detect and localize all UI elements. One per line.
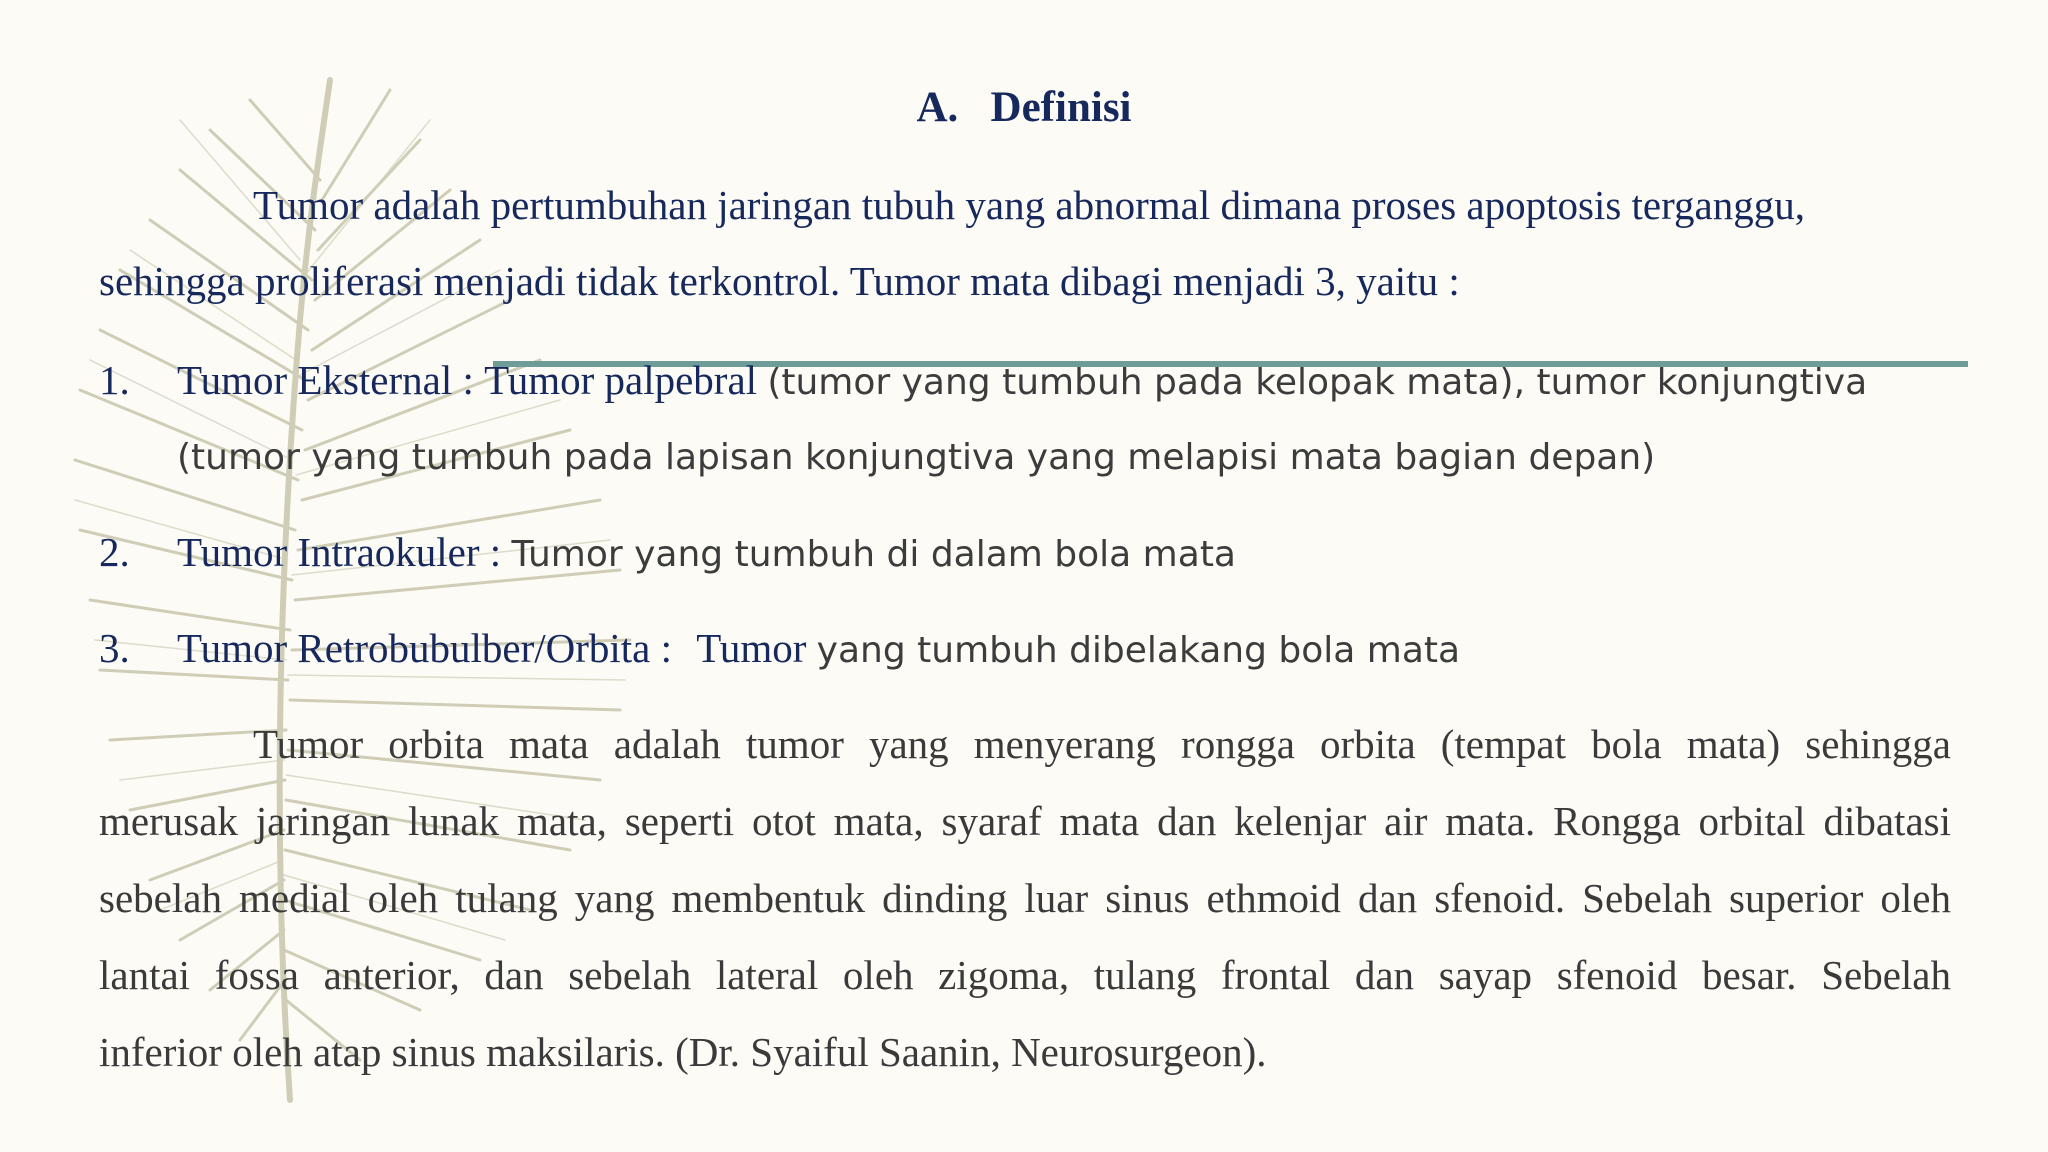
intro-line-2: sehingga proliferasi menjadi tidak terkontrol. Tumor mata dibagi menjadi 3, yaitu : xyxy=(99,258,1460,304)
orbita-line-5: inferior oleh atap sinus maksilaris. (Dr. Syaiful Saanin, Neurosurgeon). xyxy=(99,1029,1267,1075)
orbita-line-1: Tumor orbita mata adalah tumor yang menyerang rongga orbita (tempat bola mata) sehingga xyxy=(253,721,1951,767)
list-number-1: 1. xyxy=(99,357,130,403)
orbita-line-4: lantai fossa anterior, dan sebelah lateral oleh zigoma, tulang frontal dan sayap sfenoid besar. Sebelah xyxy=(99,952,1951,998)
list-number-2: 2. xyxy=(99,529,130,575)
list-item-1-term-detail: Tumor palpebral xyxy=(484,357,758,403)
orbita-line-2: merusak jaringan lunak mata, seperti otot mata, syaraf mata dan kelenjar air mata. Rongga orbital dibatasi xyxy=(99,798,1951,844)
intro-line-1: Tumor adalah pertumbuhan jaringan tubuh yang abnormal dimana proses apoptosis terganggu, xyxy=(253,182,1805,228)
list-item-3-term: Tumor Retrobubulber/Orbita : xyxy=(177,625,673,671)
section-heading xyxy=(0,83,2048,132)
orbita-line-3: sebelah medial oleh tulang yang membentuk dinding luar sinus ethmoid dan sfenoid. Sebelah superior oleh xyxy=(99,875,1951,921)
heading-title: Definisi xyxy=(990,84,1132,131)
heading-letter: A. xyxy=(916,84,959,131)
list-item-2-term: Tumor Intraokuler : xyxy=(177,529,502,575)
list-item-1-desc: (tumor yang tumbuh pada kelopak mata), tumor konjungtiva xyxy=(767,362,1868,403)
list-item-3 xyxy=(177,624,1460,672)
list-number-3: 3. xyxy=(99,625,130,671)
list-item-1 xyxy=(177,356,1867,404)
list-item-3-term-detail: Tumor xyxy=(696,625,807,671)
list-item-1-desc-line-2: (tumor yang tumbuh pada lapisan konjungtiva yang melapisi mata bagian depan) xyxy=(177,437,1656,478)
list-item-2 xyxy=(177,528,1236,576)
list-item-2-desc: Tumor yang tumbuh di dalam bola mata xyxy=(511,534,1236,575)
list-item-3-desc: yang tumbuh dibelakang bola mata xyxy=(816,630,1461,671)
list-item-1-term: Tumor Eksternal : xyxy=(177,357,474,403)
